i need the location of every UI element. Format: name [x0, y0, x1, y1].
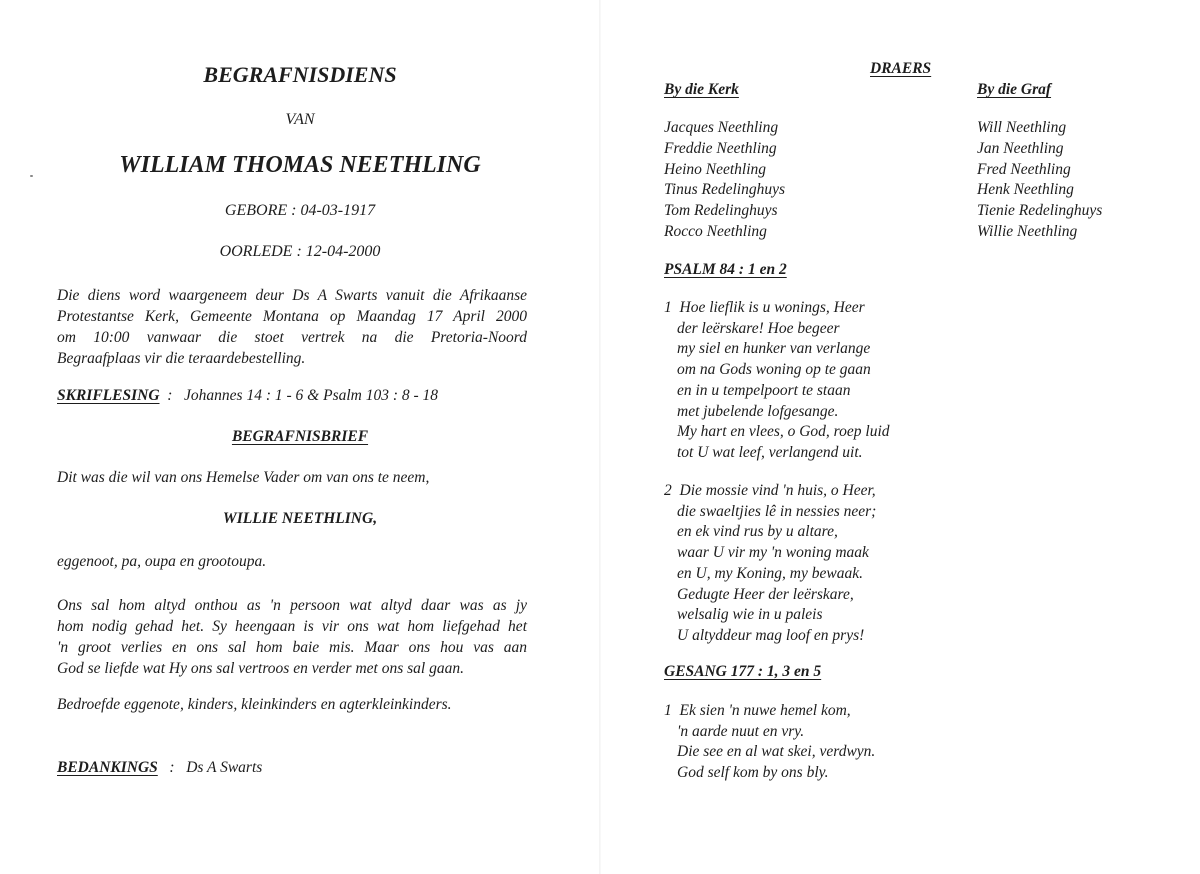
church-bearers-heading: By die Kerk [664, 81, 739, 98]
verse-line: 'n aarde nuut en vry. [677, 722, 805, 740]
hymn-heading: GESANG 177 : 1, 3 en 5 [664, 663, 822, 680]
service-line: Die diens word waargeneem deur Ds A Swarts vanuit die Afrikaanse [57, 287, 527, 304]
tribute-line: hom nodig gehad het. Sy heengaan is vir ons wat hom liefgehad het [57, 618, 527, 635]
service-line: Begraafplaas vir die teraardebestelling. [57, 350, 306, 367]
bearer-name: Rocco Neethling [664, 222, 767, 240]
tribute-line: Ons sal hom altyd onthou as 'n persoon wat altyd daar was as jy [57, 597, 527, 614]
tribute-paragraph [57, 595, 527, 679]
verse-line: en U, my Koning, my bewaak. [677, 564, 863, 582]
verse-line: waar U vir my 'n woning maak [677, 544, 869, 562]
deceased-name: WILLIAM THOMAS NEETHLING [119, 152, 481, 178]
bearer-name: Tom Redelinghuys [664, 202, 778, 220]
grave-bearers-heading: By die Graf [977, 81, 1052, 98]
acknowledgements-label: BEDANKINGS [57, 759, 158, 776]
psalm-heading: PSALM 84 : 1 en 2 [664, 261, 787, 278]
mourners-line: Bedroefde eggenote, kinders, kleinkinders en agterkleinkinders. [57, 696, 452, 713]
right-page [600, 0, 1200, 874]
scripture-reading-label: SKRIFLESING [57, 387, 160, 404]
verse-line: 1 Ek sien 'n nuwe hemel kom, [664, 702, 851, 719]
psalm-verse-2 [664, 481, 876, 647]
death-date: OORLEDE : 12-04-2000 [219, 243, 381, 260]
document-title: BEGRAFNISDIENS [203, 62, 397, 87]
grave-bearers-list [977, 118, 1102, 243]
funeral-letter-title: BEGRAFNISBRIEF [231, 428, 369, 445]
verse-line: met jubelende lofgesange. [677, 402, 839, 420]
verse-line: God self kom by ons bly. [677, 764, 829, 782]
verse-line: en ek vind rus by u altare, [677, 523, 838, 541]
verse-line: Gedugte Heer der leërskare, [677, 585, 854, 603]
bearer-name: Freddie Neethling [664, 139, 777, 157]
verse-line: der leërskare! Hoe begeer [677, 319, 840, 337]
verse-line: die swaeltjies lê in nessies neer; [677, 502, 877, 520]
deceased-short-name: WILLIE NEETHLING, [222, 510, 378, 527]
funeral-letter-intro: Dit was die wil van ons Hemelse Vader om van ons te neem, [57, 469, 430, 486]
verse-line: 2 Die mossie vind 'n huis, o Heer, [664, 482, 876, 499]
bearer-name: Jacques Neethling [664, 119, 779, 136]
tribute-line: 'n groot verlies en ons sal hom baie mis. Maar ons hou vas aan [57, 639, 527, 656]
bearers-title: DRAERS [870, 60, 932, 77]
birth-date: GEBORE : 04-03-1917 [224, 202, 376, 219]
service-line: Protestantse Kerk, Gemeente Montana op Maandag 17 April 2000 [57, 308, 527, 325]
psalm-verse-1 [664, 298, 890, 464]
scripture-reading [57, 387, 438, 405]
bearer-name: Henk Neethling [977, 181, 1074, 199]
relation-line: eggenoot, pa, oupa en grootoupa. [57, 553, 267, 570]
acknowledgements [57, 759, 262, 777]
service-details-paragraph [57, 285, 527, 369]
bearer-name: Willie Neethling [977, 222, 1078, 240]
verse-line: tot U wat leef, verlangend uit. [677, 443, 863, 461]
acknowledgements-text: : Ds A Swarts [157, 759, 263, 776]
bearer-name: Tinus Redelinghuys [664, 181, 785, 199]
bearer-name: Will Neethling [977, 119, 1067, 136]
hymn-verse-1 [664, 701, 875, 784]
verse-line: 1 Hoe lieflik is u wonings, Heer [664, 299, 865, 316]
verse-line: Die see en al wat skei, verdwyn. [677, 743, 876, 761]
van-label: VAN [285, 111, 315, 128]
verse-line: U altyddeur mag loof en prys! [677, 626, 865, 644]
verse-line: en in u tempelpoort te staan [677, 381, 851, 399]
bearer-name: Fred Neethling [977, 160, 1071, 178]
bearer-name: Heino Neethling [664, 160, 767, 178]
church-bearers-list [664, 118, 785, 243]
verse-line: om na Gods woning op te gaan [677, 361, 871, 379]
tribute-line: God se liefde wat Hy ons sal vertroos en verder met ons sal gaan. [57, 660, 464, 677]
scripture-reading-text: : Johannes 14 : 1 - 6 & Psalm 103 : 8 - 18 [159, 387, 439, 404]
scan-speck [30, 175, 33, 177]
verse-line: welsalig wie in u paleis [677, 606, 823, 624]
verse-line: my siel en hunker van verlange [677, 340, 871, 358]
verse-line: My hart en vlees, o God, roep luid [677, 423, 890, 441]
service-line: om 10:00 vanwaar die stoet vertrek na die Pretoria-Noord [57, 329, 527, 346]
bearer-name: Tienie Redelinghuys [977, 202, 1103, 220]
bearer-name: Jan Neethling [977, 139, 1064, 157]
